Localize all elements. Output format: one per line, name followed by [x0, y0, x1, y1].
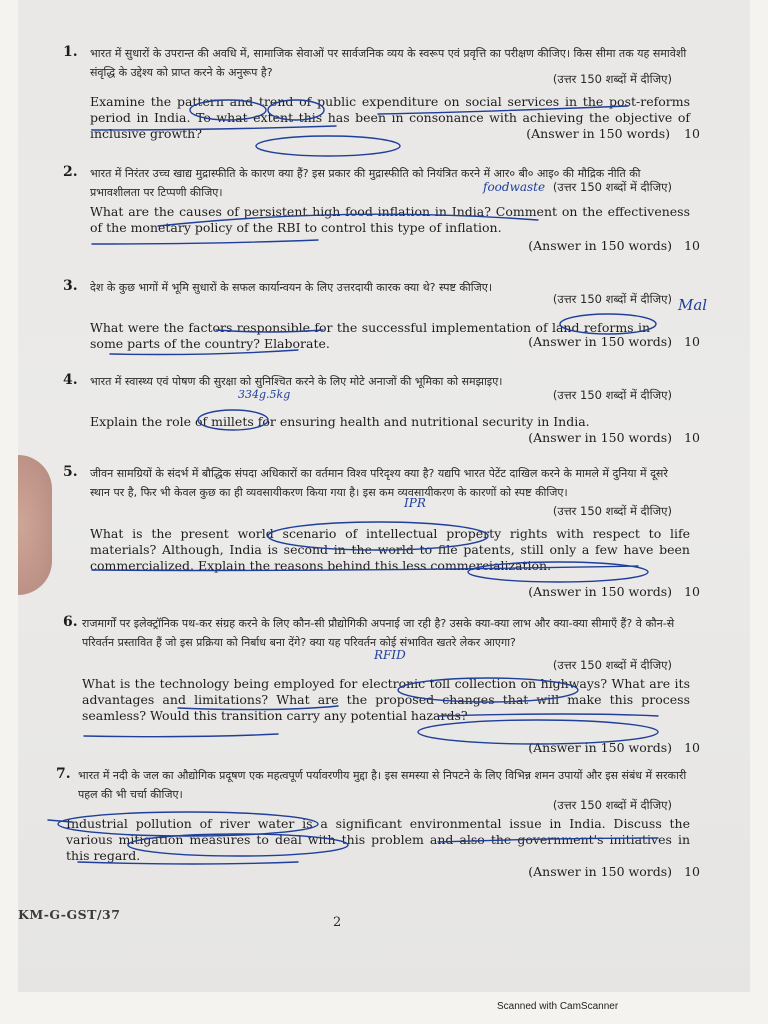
question-hindi: भारत में सुधारों के उपरान्त की अवधि में, सामाजिक सेवाओं पर सार्वजनिक व्यय के स्वरूप एवं प्रवृत्ति का परीक्षण कीजिए। किस सीमा तक यह समावेशी संवृद्धि के उद्देश्य को प्राप्त करने के अनुरूप है?	[90, 47, 687, 79]
word-limit-hindi: (उत्तर 150 शब्दों में दीजिए)	[552, 388, 672, 402]
question-english: Industrial pollution of river water is a significant environmental issue in India. Discuss the various mitigation measures to deal with this problem and also the government's initiatives in this regard.	[66, 816, 690, 863]
question-number: 5.	[63, 464, 78, 480]
question-english: Examine the pattern and trend of public expenditure on social services in the post-reforms period in India. To what extent this has been in consonance with achieving the objective of inclusive growth?	[90, 94, 690, 141]
question-hindi: देश के कुछ भागों में भूमि सुधारों के सफल कार्यान्वयन के लिए उत्तरदायी कारक क्या थे? स्पष्ट कीजिए।	[90, 281, 492, 294]
handwritten-note: RFID	[374, 648, 406, 662]
question-english: Explain the role of millets for ensuring health and nutritional security in India.	[90, 414, 590, 429]
question-hindi: जीवन सामग्रियों के संदर्भ में बौद्धिक संपदा अधिकारों का वर्तमान विश्व परिदृश्य क्या है? यद्यपि भारत पेटेंट दाखिल करने के मामले में दुनिया में दूसरे स्थान पर है, फिर भी केवल कुछ का ही व्यवसायीकरण किया गया है। इस कम व्यवसायीकरण के कारणों को स्पष्ट कीजिए।	[90, 467, 668, 499]
word-limit-hindi: (उत्तर 150 शब्दों में दीजिए)	[552, 658, 672, 672]
word-limit-english: (Answer in 150 words)	[528, 238, 672, 253]
word-limit-english: (Answer in 150 words)	[528, 334, 672, 349]
word-limit-english: (Answer in 150 words)	[528, 430, 672, 445]
word-limit-hindi: (उत्तर 150 शब्दों में दीजिए)	[552, 798, 672, 812]
marks: 10	[684, 740, 700, 755]
marks: 10	[684, 584, 700, 599]
marks: 10	[684, 334, 700, 349]
word-limit-english: (Answer in 150 words)	[528, 584, 672, 599]
question-number: 4.	[63, 372, 78, 388]
handwritten-note: foodwaste	[483, 180, 546, 194]
question-hindi: भारत में स्वास्थ्य एवं पोषण की सुरक्षा को सुनिश्चित करने के लिए मोटे अनाजों की भूमिका को समझाइए।	[90, 375, 503, 388]
page-number: 2	[333, 915, 342, 930]
marks: 10	[684, 430, 700, 445]
marks: 10	[684, 864, 700, 879]
handwritten-note: IPR	[404, 496, 426, 510]
question-number: 3.	[63, 278, 78, 294]
question-hindi: राजमार्गों पर इलेक्ट्रॉनिक पथ-कर संग्रह करने के लिए कौन-सी प्रौद्योगिकी अपनाई जा रही है? उसके क्या-क्या लाभ और क्या-क्या सीमाएँ हैं? वे कौन-से परिवर्तन प्रस्तावित हैं जो इस प्रक्रिया को निर्बाध बना देंगे? क्या यह परिवर्तन कोई संभावित खतरे लेकर आएगा?	[82, 617, 675, 649]
word-limit-hindi: (उत्तर 150 शब्दों में दीजिए)	[552, 292, 672, 306]
question-hindi: भारत में निरंतर उच्च खाद्य मुद्रास्फीति के कारण क्या हैं? इस प्रकार की मुद्रास्फीति को नियंत्रित करने में आर० बी० आइ० की मौद्रिक नीति की प्रभावशीलता पर टिप्पणी कीजिए।	[90, 167, 641, 199]
handwritten-note: Mal	[678, 296, 708, 314]
question-hindi: भारत में नदी के जल का औद्योगिक प्रदूषण एक महत्वपूर्ण पर्यावरणीय मुद्दा है। इस समस्या से निपटने के लिए विभिन्न शमन उपायों और इस संबंध में सरकारी पहल की भी चर्चा कीजिए।	[78, 769, 687, 801]
question-english: What are the causes of persistent high food inflation in India? Comment on the effectiveness of the monetary policy of the RBI to control this type of inflation.	[90, 204, 690, 235]
question-number: 1.	[63, 44, 78, 60]
question-english: What is the technology being employed for electronic toll collection on highways? What are its advantages and limitations? What are the proposed changes that will make this process seamless? Would this transition carry any potential hazards?	[82, 676, 690, 723]
thumb-shadow	[18, 455, 52, 595]
marks: 10	[684, 238, 700, 253]
marks: 10	[684, 126, 700, 141]
question-number: 7.	[56, 766, 71, 782]
question-number: 2.	[63, 164, 78, 180]
scanned-page	[18, 0, 750, 992]
word-limit-hindi: (उत्तर 150 शब्दों में दीजिए)	[552, 504, 672, 518]
scanner-watermark: Scanned with CamScanner	[497, 1001, 619, 1012]
paper-code: KM-G-GST/37	[18, 907, 121, 922]
word-limit-english: (Answer in 150 words)	[528, 740, 672, 755]
question-english: What is the present world scenario of intellectual property rights with respect to life materials? Although, India is second in the world to file patents, still only a few have been commercialized. Explain the reasons behind this less commercialization.	[90, 526, 690, 573]
handwritten-note: 334g.5kg	[238, 388, 291, 401]
word-limit-hindi: (उत्तर 150 शब्दों में दीजिए)	[552, 72, 672, 86]
word-limit-english: (Answer in 150 words)	[526, 126, 670, 141]
word-limit-hindi: (उत्तर 150 शब्दों में दीजिए)	[552, 180, 672, 194]
question-english: What were the factors responsible for the successful implementation of land reforms in some parts of the country? Elaborate.	[90, 320, 650, 351]
word-limit-english: (Answer in 150 words)	[528, 864, 672, 879]
question-number: 6.	[63, 614, 78, 630]
